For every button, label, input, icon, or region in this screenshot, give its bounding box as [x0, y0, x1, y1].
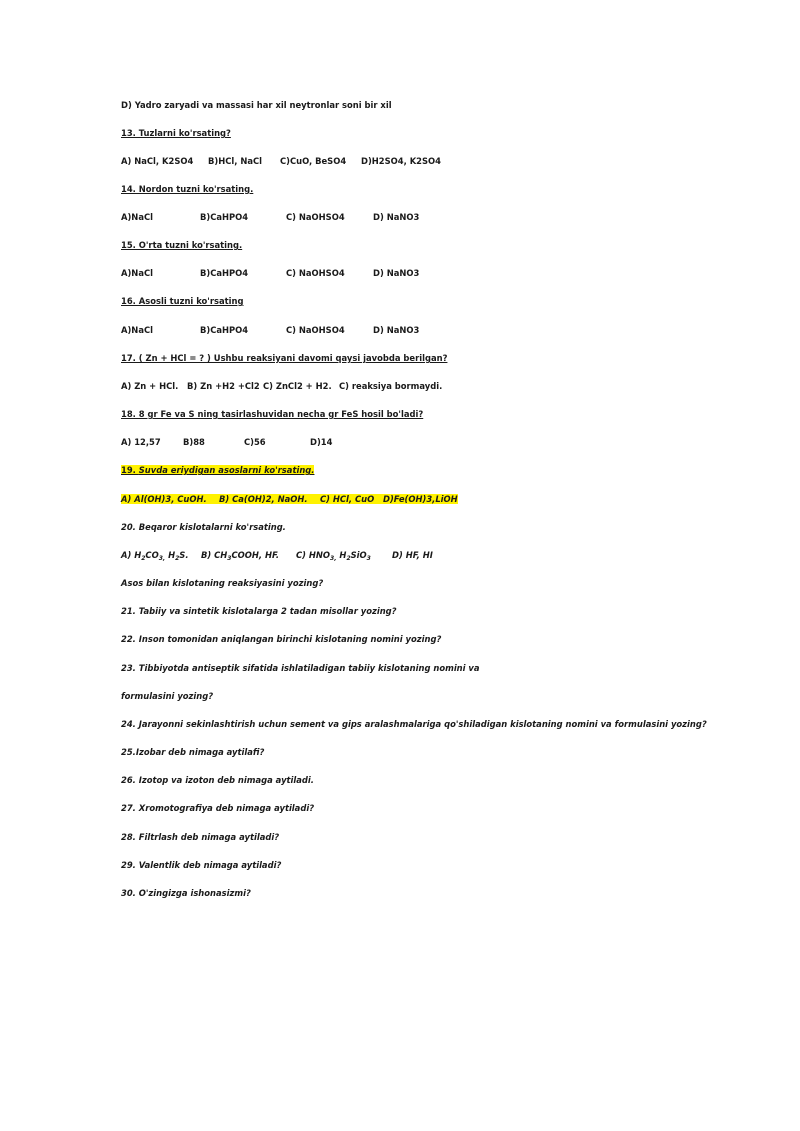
- option-a: A) $H_2CO_{3,}$ $H_2S$.: [121, 550, 189, 562]
- options-13: [121, 156, 441, 167]
- question-14: 14. Nordon tuzni ko'rsating.: [121, 184, 254, 194]
- options-18: [121, 437, 332, 448]
- question-15: 15. O'rta tuzni ko'rsating.: [121, 240, 243, 250]
- option-b: B) Zn +H2 +Cl2: [187, 381, 260, 391]
- options-20: [121, 550, 433, 561]
- options-16: [121, 325, 419, 336]
- option-c: C) NaOHSO4: [286, 212, 345, 222]
- question-19-number: 19.: [121, 465, 139, 475]
- option-b: B)CaHPO4: [200, 268, 249, 278]
- option-c: C) $HNO_{3,}$ $H_2SiO_3$: [296, 550, 371, 562]
- option-b: B)CaHPO4: [200, 325, 249, 335]
- line-d-answer: D) Yadro zaryadi va massasi har xil neytronlar soni bir xil: [121, 100, 392, 110]
- option-b: B)HCl, NaCl: [208, 156, 263, 166]
- option-d: D) NaNO3: [373, 212, 420, 222]
- options-19: [121, 494, 458, 505]
- question-30: 30. O'zingizga ishonasizmi?: [121, 888, 251, 898]
- question-29: 29. Valentlik deb nimaga aytiladi?: [121, 860, 282, 870]
- option-c: C) NaOHSO4: [286, 268, 345, 278]
- option-c: C) HCl, CuO: [320, 494, 375, 504]
- question-18: 18. 8 gr Fe va S ning tasirlashuvidan necha gr FeS hosil bo'ladi?: [121, 409, 424, 419]
- question-28: 28. Filtrlash deb nimaga aytiladi?: [121, 832, 280, 842]
- option-b: B) Ca(OH)2, NaOH.: [219, 494, 308, 504]
- option-c: C)CuO, BeSO4: [280, 156, 347, 166]
- question-16: 16. Asosli tuzni ko'rsating: [121, 296, 244, 306]
- option-d: C) reaksiya bormaydi.: [339, 381, 443, 391]
- question-19-text: Suvda eriydigan asoslarni ko'rsating.: [138, 465, 315, 475]
- option-a: A) NaCl, K2SO4: [121, 156, 194, 166]
- option-d: D)Fe(OH)3,LiOH: [383, 494, 458, 504]
- question-19: [121, 465, 314, 476]
- option-a: A) 12,57: [121, 437, 161, 447]
- option-c: C) ZnCl2 + H2.: [263, 381, 332, 391]
- question-23-cont: formulasini yozing?: [121, 691, 214, 701]
- option-d: D) NaNO3: [373, 325, 420, 335]
- question-23: 23. Tibbiyotda antiseptik sifatida ishlatiladigan tabiiy kislotaning nomini va: [121, 663, 480, 673]
- option-d: D)H2SO4, K2SO4: [361, 156, 441, 166]
- question-22: 22. Inson tomonidan aniqlangan birinchi kislotaning nomini yozing?: [121, 634, 442, 644]
- option-b: B)88: [183, 437, 205, 447]
- option-a: A)NaCl: [121, 268, 153, 278]
- option-d: D) NaNO3: [373, 268, 420, 278]
- option-c: C) NaOHSO4: [286, 325, 345, 335]
- options-14: [121, 212, 419, 223]
- option-b: B)CaHPO4: [200, 212, 249, 222]
- option-b: B) $CH_3COOH$, HF.: [201, 550, 280, 562]
- option-d: D) HF, HI: [392, 550, 433, 560]
- options-17: [121, 381, 442, 392]
- option-a: A) Zn + HCl.: [121, 381, 179, 391]
- question-20: 20. Beqaror kislotalarni ko'rsating.: [121, 522, 286, 532]
- question-25: 25.Izobar deb nimaga aytilafi?: [121, 747, 265, 757]
- option-a: A)NaCl: [121, 325, 153, 335]
- option-a: A) Al(OH)3, CuOH.: [121, 494, 207, 504]
- question-13: 13. Tuzlarni ko'rsating?: [121, 128, 231, 138]
- option-a: A)NaCl: [121, 212, 153, 222]
- option-d: D)14: [310, 437, 333, 447]
- options-15: [121, 268, 419, 279]
- question-17: 17. ( Zn + HCl = ? ) Ushbu reaksiyani davomi qaysi javobda berilgan?: [121, 353, 448, 363]
- question-24: 24. Jarayonni sekinlashtirish uchun sement va gips aralashmalariga qo'shiladigan kislotaning nomini va formulasini yozing?: [121, 719, 707, 729]
- question-26: 26. Izotop va izoton deb nimaga aytiladi.: [121, 775, 314, 785]
- question-21: 21. Tabiiy va sintetik kislotalarga 2 tadan misollar yozing?: [121, 606, 397, 616]
- section-heading: Asos bilan kislotaning reaksiyasini yozing?: [121, 578, 324, 588]
- option-c: C)56: [244, 437, 266, 447]
- question-27: 27. Xromotografiya deb nimaga aytiladi?: [121, 803, 315, 813]
